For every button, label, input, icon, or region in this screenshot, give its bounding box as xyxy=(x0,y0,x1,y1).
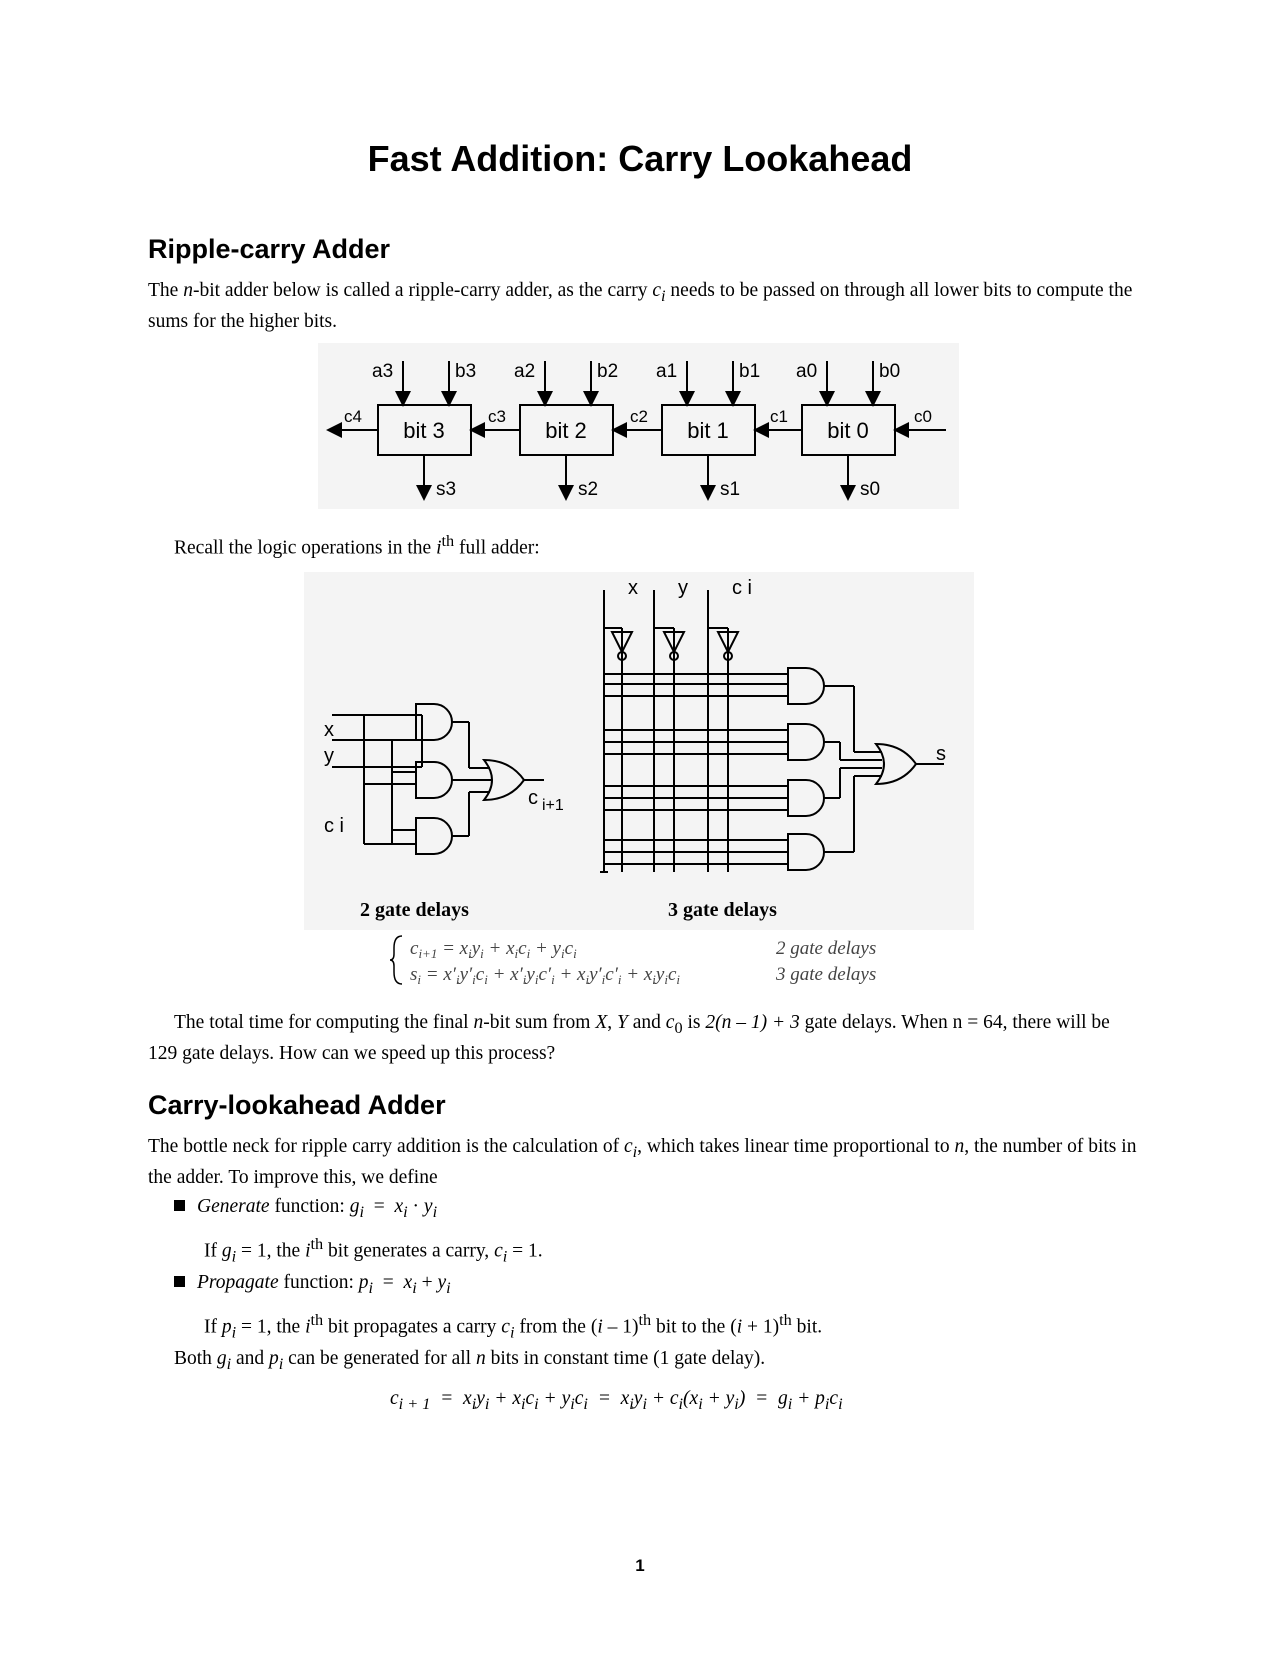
carry-label: c4 xyxy=(344,407,362,426)
section-heading-lookahead: Carry-lookahead Adder xyxy=(148,1090,446,1120)
fa-carry-out-label: c $_{i+1}$ xyxy=(528,787,564,814)
fa-top-input-label: c i xyxy=(732,577,752,599)
bit-block-label: bit 1 xyxy=(687,418,729,443)
sum-label: s0 xyxy=(860,479,881,500)
carry-equation: $c_{i+1} = x_iy_i + x_ic_i + y_ic_i$ xyxy=(410,938,577,961)
carry-recurrence-equation: $c_{i + 1} = x_iy_i + x_ic_i + y_ic_i = x_iy_i + c_i(x_i + y_i) = g_i + p_ic_i$ xyxy=(390,1388,843,1413)
total-time-paragraph: The total time for computing the final n-bit sum from X, Y and $c_0$ is 2(n – 1) + 3 gate delays. When n = 64, there will be 129 gate delays. How can we speed up this process? xyxy=(148,1012,1110,1064)
caption-left: 2 gate delays xyxy=(360,899,469,921)
bullet-icon xyxy=(174,1200,185,1211)
input-label-a: a0 xyxy=(796,361,818,382)
fa-input-label: c i xyxy=(324,815,344,837)
both-line: Both $g_i$ and $p_i$ can be generated for all n bits in constant time (1 gate delay). xyxy=(174,1348,766,1373)
carry-label: c3 xyxy=(488,407,506,426)
carry-label: c1 xyxy=(770,407,788,426)
input-label-a: a2 xyxy=(514,361,536,382)
full-adder-equations xyxy=(390,930,910,990)
fa-top-input-label: y xyxy=(678,577,688,599)
generate-bullet: Generate function: $g_i = x_i \cdot y_i$ xyxy=(174,1194,437,1225)
carry-label: c2 xyxy=(630,407,648,426)
fa-input-label: y xyxy=(324,745,334,767)
ripple-adder-diagram xyxy=(318,343,959,509)
full-adder-diagram xyxy=(304,572,974,930)
section-heading-ripple: Ripple-carry Adder xyxy=(148,234,391,264)
page-number: 1 xyxy=(635,1556,645,1575)
bit-block-label: bit 0 xyxy=(827,418,869,443)
sum-label: s3 xyxy=(436,479,457,500)
sum-equation: $s_i = x'_iy'_ic_i + x'_iy_ic'_i + x_iy'_ic'_i + x_iy_ic_i$ xyxy=(410,964,681,987)
recall-line: Recall the logic operations in the $i^{th}$ full adder: xyxy=(174,532,540,559)
page-title: Fast Addition: Carry Lookahead xyxy=(367,138,913,179)
bit-block-label: bit 2 xyxy=(545,418,587,443)
bit-block-label: bit 3 xyxy=(403,418,445,443)
ripple-intro: The n-bit adder below is called a ripple-carry adder, as the carry $c_i$ needs to be passed on through all lower bits to compute the sums for the higher bits. xyxy=(148,280,1133,332)
input-label-a: a3 xyxy=(372,361,394,382)
generate-note: If $g_i = 1$, the $i^{th}$ bit generates a carry, $c_i = 1$. xyxy=(204,1235,543,1266)
lookahead-intro: The bottle neck for ripple carry addition is the calculation of $c_i$, which takes linear time proportional to n, the number of bits in the adder. To improve this, we define xyxy=(148,1136,1137,1188)
input-label-b: b2 xyxy=(597,361,619,382)
ripple-adder-figure xyxy=(318,343,959,509)
sum-delay-label: 3 gate delays xyxy=(776,964,877,985)
input-label-a: a1 xyxy=(656,361,678,382)
sum-label: s1 xyxy=(720,479,741,500)
sum-label: s2 xyxy=(578,479,599,500)
input-label-b: b3 xyxy=(455,361,477,382)
bullet-icon xyxy=(174,1276,185,1287)
fa-input-label: x xyxy=(324,719,334,741)
carry-delay-label: 2 gate delays xyxy=(776,938,877,959)
carry-label: c0 xyxy=(914,407,932,426)
fa-sum-label: s xyxy=(936,743,946,765)
propagate-note: If $p_i = 1$, the $i^{th}$ bit propagates a carry $c_i$ from the (i – 1)$^{th}$ bit to the $(i + 1)^{th}$ bit. xyxy=(204,1311,823,1342)
fa-top-input-label: x xyxy=(628,577,638,599)
full-adder-figure xyxy=(304,572,974,930)
caption-right: 3 gate delays xyxy=(668,899,777,921)
input-label-b: b1 xyxy=(739,361,761,382)
propagate-bullet: Propagate function: $p_i = x_i + y_i$ xyxy=(174,1270,451,1301)
input-label-b: b0 xyxy=(879,361,901,382)
